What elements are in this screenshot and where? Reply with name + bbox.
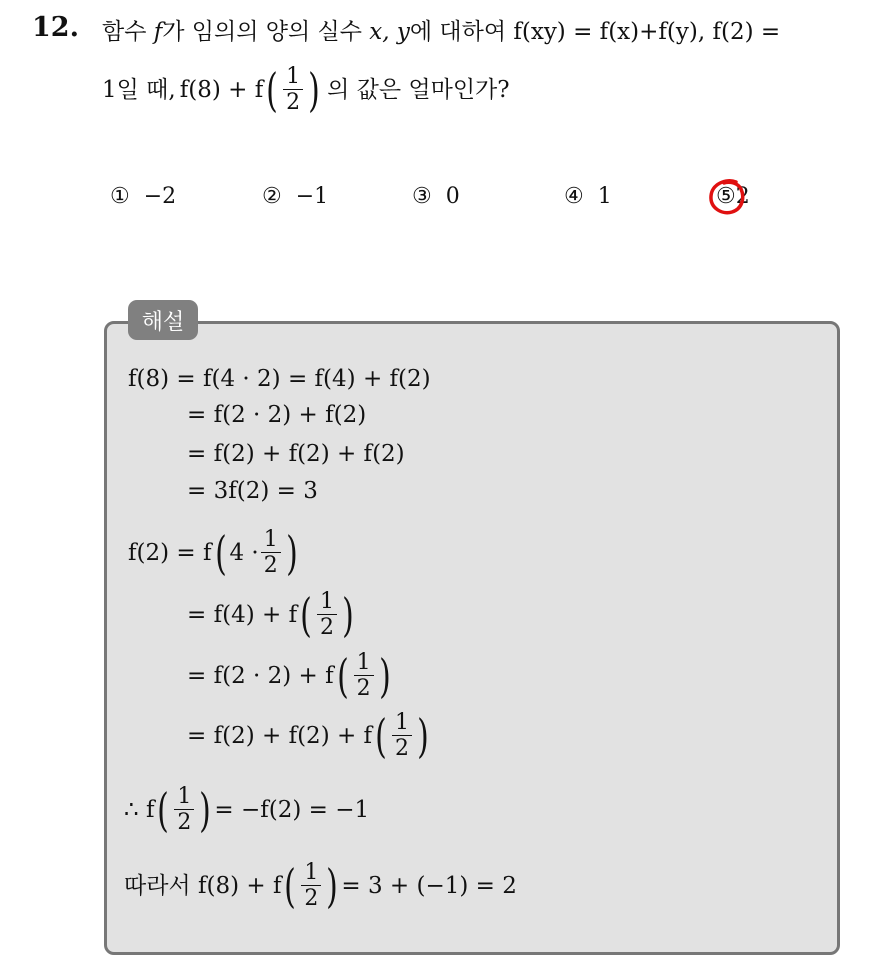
math-expression: f(8) + f: [179, 76, 264, 103]
fraction-denominator: 2: [320, 615, 335, 640]
fraction-numerator: 1: [174, 784, 194, 810]
fraction-half: [261, 527, 281, 578]
solution-line-6-a: = f(4) + f: [187, 601, 298, 628]
question-line-2: [102, 64, 510, 115]
fraction-half: [354, 650, 374, 701]
choice-5-mark: ⑤: [716, 184, 736, 209]
question-text-3: 에 대하여: [409, 19, 514, 45]
choice-4[interactable]: [564, 184, 612, 209]
paren-left: (: [336, 648, 349, 703]
paren-left: (: [375, 708, 387, 763]
fraction-numerator: 1: [317, 589, 337, 615]
fraction-numerator: 1: [354, 650, 374, 676]
solution-line-3: = f(2) + f(2) + f(2): [187, 441, 405, 467]
question-number: 12.: [32, 12, 79, 43]
solution-line-8-a: = f(2) + f(2) + f: [187, 722, 373, 749]
math-xy: x, y: [369, 19, 410, 45]
question-text: 함수: [102, 19, 154, 45]
solution-tag: 해설: [128, 300, 198, 340]
solution-line-10-a: 따라서 f(8) + f: [124, 872, 282, 899]
fraction-numerator: 1: [283, 64, 303, 90]
fraction-denominator: 2: [286, 90, 301, 115]
fraction-half: [317, 589, 337, 640]
solution-line-9-b: = −f(2) = −1: [214, 796, 370, 823]
paren-right: ): [285, 525, 298, 580]
solution-line-10: [124, 860, 517, 911]
solution-line-5-b: 4 ·: [229, 539, 259, 566]
paren-left: (: [157, 782, 170, 837]
choice-1[interactable]: [110, 184, 176, 209]
solution-line-9: [124, 784, 369, 835]
solution-line-6: [187, 589, 357, 640]
solution-line-8: [187, 710, 432, 761]
question-text-2: 가 임의의 양의 실수: [162, 19, 370, 45]
solution-line-2: = f(2 · 2) + f(2): [187, 402, 367, 428]
fraction-denominator: 2: [304, 886, 319, 911]
choice-4-value: 1: [597, 184, 612, 209]
fraction-half: [392, 710, 412, 761]
fraction-numerator: 1: [261, 527, 281, 553]
paren-right: ): [308, 62, 320, 117]
math-equation: f(xy) = f(x)+f(y), f(2) =: [513, 19, 781, 45]
fraction-numerator: 1: [301, 860, 321, 886]
choice-1-mark: ①: [110, 184, 130, 209]
solution-line-7-a: = f(2 · 2) + f: [187, 662, 334, 689]
choice-2-mark: ②: [262, 184, 282, 209]
fraction-numerator: 1: [392, 710, 412, 736]
choice-3[interactable]: [412, 184, 460, 209]
choice-1-value: −2: [143, 184, 177, 209]
fraction-half: [283, 64, 303, 115]
question-line-1: [102, 15, 780, 49]
paren-right: ): [326, 858, 339, 913]
solution-line-9-a: ∴ f: [124, 796, 155, 823]
choice-5-value: 2: [735, 184, 750, 209]
paren-right: ): [378, 648, 391, 703]
selected-answer-circle-icon: [706, 176, 748, 218]
math-f: f: [153, 19, 163, 45]
paren-right: ): [199, 782, 212, 837]
fraction-denominator: 2: [177, 810, 192, 835]
fraction-denominator: 2: [356, 676, 371, 701]
fraction-half: [301, 860, 321, 911]
solution-line-1: f(8) = f(4 · 2) = f(4) + f(2): [128, 366, 431, 392]
paren-right: ): [342, 587, 354, 642]
choice-4-mark: ④: [564, 184, 584, 209]
choice-2[interactable]: [262, 184, 328, 209]
paren-left: (: [266, 62, 279, 117]
fraction-denominator: 2: [263, 553, 278, 578]
choice-2-value: −1: [295, 184, 329, 209]
question-text-4: 1일 때,: [102, 76, 176, 103]
paren-left: (: [214, 525, 227, 580]
solution-line-5-a: f(2) = f: [128, 539, 212, 566]
choice-3-mark: ③: [412, 184, 432, 209]
fraction-denominator: 2: [395, 736, 410, 761]
solution-line-7: [187, 650, 394, 701]
paren-left: (: [284, 858, 297, 913]
choice-3-value: 0: [445, 184, 460, 209]
fraction-half: [174, 784, 194, 835]
paren-left: (: [300, 587, 312, 642]
solution-line-10-b: = 3 + (−1) = 2: [341, 872, 517, 899]
paren-right: ): [417, 708, 429, 763]
solution-line-4: = 3f(2) = 3: [187, 478, 318, 504]
solution-line-5: [128, 527, 301, 578]
question-text-5: 의 값은 얼마인가?: [327, 76, 510, 103]
